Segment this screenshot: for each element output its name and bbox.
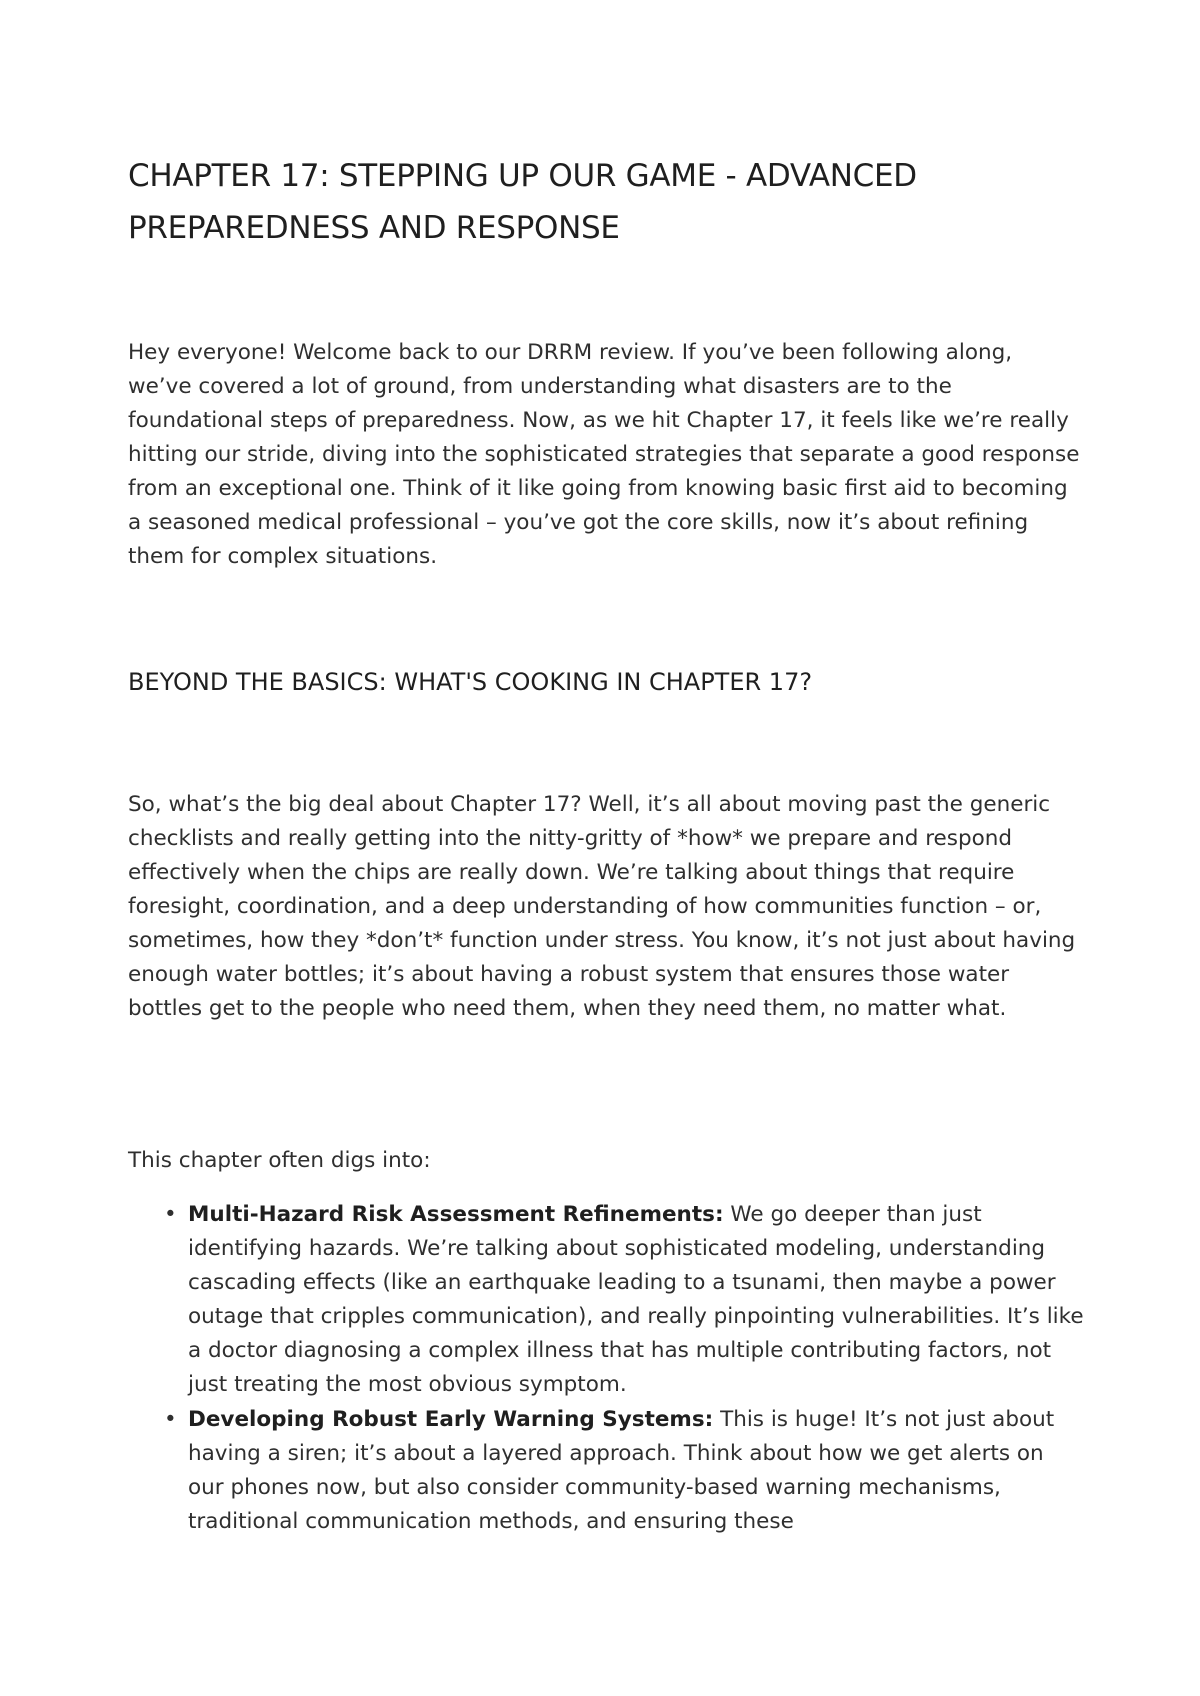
section-heading: BEYOND THE BASICS: WHAT'S COOKING IN CHAPTER 17? [128, 668, 813, 696]
bullet-icon: • [164, 1202, 177, 1227]
list-item [164, 1198, 1084, 1402]
bullet-term: Multi-Hazard Risk Assessment Refinements: [188, 1202, 724, 1227]
bullet-term: Developing Robust Early Warning Systems: [188, 1407, 714, 1432]
list-item [164, 1403, 1084, 1539]
list-intro: This chapter often digs into: [128, 1148, 431, 1173]
bullet-icon: • [164, 1407, 177, 1432]
section-paragraph: So, what’s the big deal about Chapter 17? Well, it’s all about moving past the generic checklists and really getting into the nitty-gritty of *how* we prepare and respond effectively when the chips are really down. We’re talking about things that require foresight, coordination, and a deep understanding of how communities function – or, sometimes, how they *don’t* function under stress. You know, it’s not just about having enough water bottles; it’s about having a robust system that ensures those water bottles get to the people who need them, when they need them, no matter what. [128, 792, 1076, 1021]
bullet-text: We go deeper than just identifying hazards. We’re talking about sophisticated modeling, understanding cascading effects (like an earthquake leading to a tsunami, then maybe a power outage that cripples communication), and really pinpointing vulnerabilities. It’s like a doctor diagnosing a complex illness that has multiple contributing factors, not just treating the most obvious symptom. [188, 1202, 1084, 1397]
chapter-title: CHAPTER 17: STEPPING UP OUR GAME - ADVANCED PREPAREDNESS AND RESPONSE [128, 158, 917, 246]
intro-paragraph: Hey everyone! Welcome back to our DRRM review. If you’ve been following along, we’ve covered a lot of ground, from understanding what disasters are to the foundational steps of preparedness. Now, as we hit Chapter 17, it feels like we’re really hitting our stride, diving into the sophisticated strategies that separate a good response from an exceptional one. Think of it like going from knowing basic first aid to becoming a seasoned medical professional – you’ve got the core skills, now it’s about refining them for complex situations. [128, 340, 1080, 569]
topic-list [164, 1198, 1084, 1540]
bullet-text: This is huge! It’s not just about having a siren; it’s about a layered approach. Think about how we get alerts on our phones now, but also consider community-based warning mechanisms, traditional communication methods, and ensuring these [188, 1407, 1055, 1534]
